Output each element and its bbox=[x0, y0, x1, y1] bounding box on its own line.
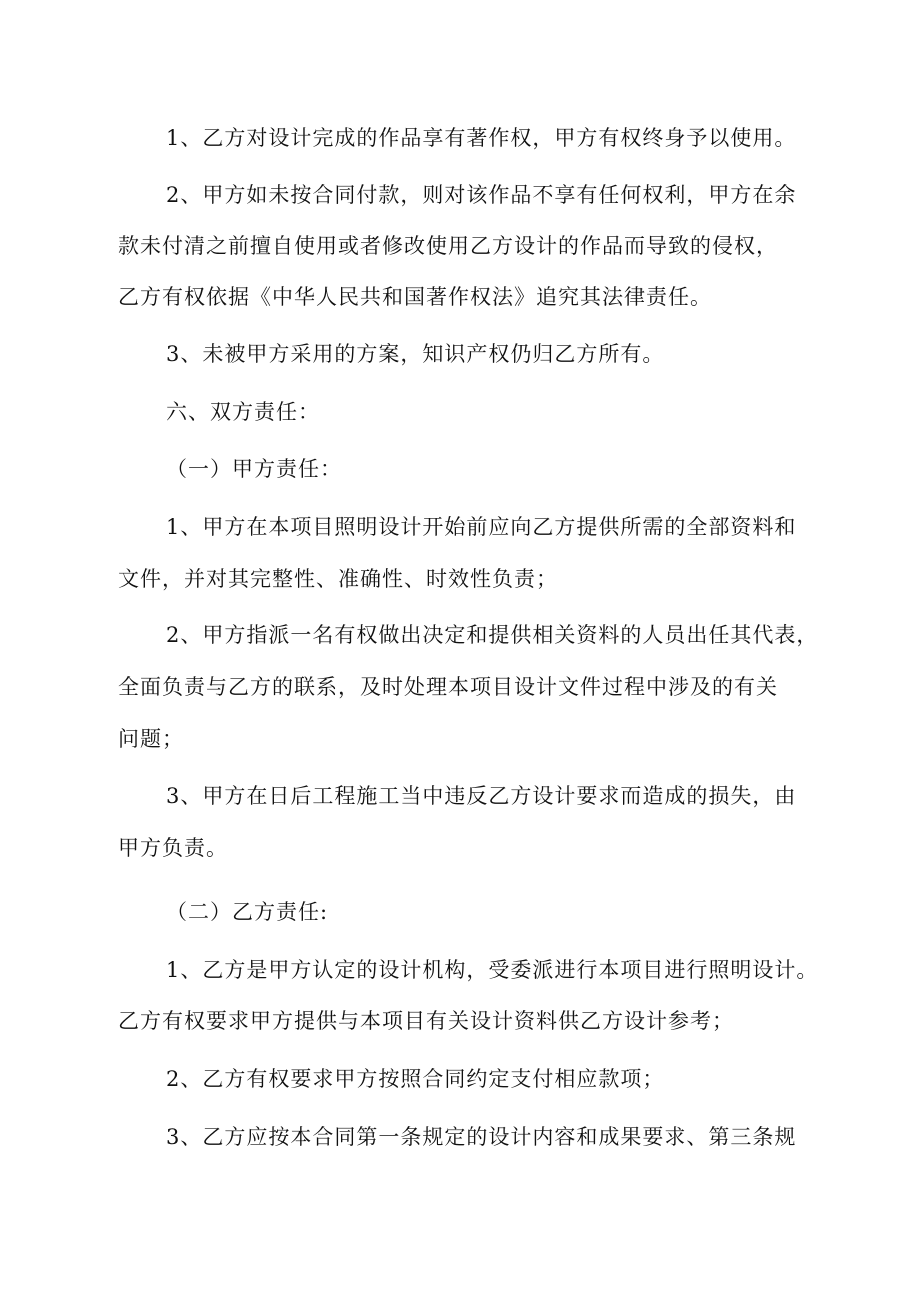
text-line: 全面负责与乙方的联系，及时处理本项目设计文件过程中涉及的有关 bbox=[118, 675, 778, 699]
text-line: 1、乙方对设计完成的作品享有著作权，甲方有权终身予以使用。 bbox=[166, 126, 797, 150]
text-line: 3、乙方应按本合同第一条规定的设计内容和成果要求、第三条规 bbox=[166, 1125, 797, 1149]
section-heading: 六、双方责任： bbox=[166, 400, 320, 424]
text-line: 3、甲方在日后工程施工当中违反乙方设计要求而造成的损失，由 bbox=[166, 784, 797, 808]
text-line: 2、甲方如未按合同付款，则对该作品不享有任何权利，甲方在余 bbox=[166, 183, 797, 207]
text-line: 甲方负责。 bbox=[118, 836, 228, 860]
text-line: 2、甲方指派一名有权做出决定和提供相关资料的人员出任其代表， bbox=[166, 623, 819, 647]
text-line: 文件，并对其完整性、准确性、时效性负责； bbox=[118, 567, 558, 591]
subsection-heading: （二）乙方责任: bbox=[166, 900, 329, 924]
subsection-heading: （一）甲方责任： bbox=[166, 457, 342, 481]
text-line: 1、甲方在本项目照明设计开始前应向乙方提供所需的全部资料和 bbox=[166, 515, 797, 539]
text-line: 乙方有权要求甲方提供与本项目有关设计资料供乙方设计参考； bbox=[118, 1009, 734, 1033]
text-line: 款未付清之前擅自使用或者修改使用乙方设计的作品而导致的侵权， bbox=[118, 234, 778, 258]
text-line: 3、未被甲方采用的方案，知识产权仍归乙方所有。 bbox=[166, 342, 665, 366]
text-line: 问题； bbox=[118, 727, 184, 751]
text-line: 乙方有权依据《中华人民共和国著作权法》追究其法律责任。 bbox=[118, 285, 712, 309]
text-line: 1、乙方是甲方认定的设计机构，受委派进行本项目进行照明设计。 bbox=[166, 958, 819, 982]
text-line: 2、乙方有权要求甲方按照合同约定支付相应款项； bbox=[166, 1067, 665, 1091]
